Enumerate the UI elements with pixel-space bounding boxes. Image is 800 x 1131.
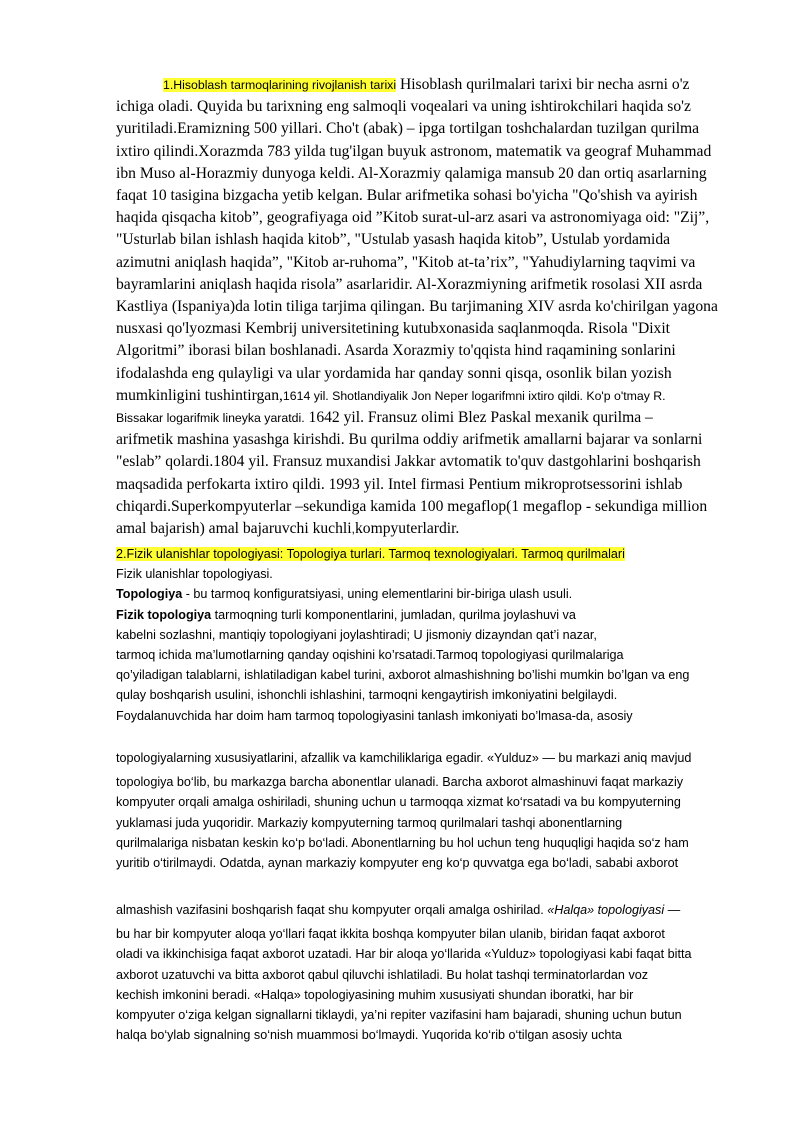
halqa-paragraph: [116, 900, 742, 1045]
text-run: ,: [351, 522, 355, 537]
paragraph-text-line: axborot uzatuvchi va bitta axborot qabul qiluvchi ishlatiladi. Bu holat tashqi terminatorlardan voz: [116, 967, 649, 982]
text-run: 1642 yil. Fransuz olimi Blez Paskal mexanik qurilma –: [304, 409, 653, 427]
text-run: —: [664, 903, 681, 917]
text-run: tarmoqning turli komponentlarini, jumladan, qurilma joylashuvi va: [211, 607, 576, 622]
section-2-heading: 2.Fizik ulanishlar topologiyasi: Topologiya turlari. Tarmoq texnologiyalari. Tarmoq qurilmalari: [116, 547, 625, 561]
paragraph-text-line: kabelni sozlashni, mantiqiy topologiyani joylashtiradi; U jismoniy dizayndan qat’i nazar,: [116, 627, 597, 642]
paragraph-text-line: Kastliya (Ispaniya)da lotin tiliga tarjima qilingan. Bu tarjimaning XIV asrda ko'chirilgan yagona: [116, 298, 718, 316]
paragraph-text-line: qulay boshqarish usulini, ishonchli ishlashini, tarmoqni kengaytirish imkoniyatini belgilaydi.: [116, 688, 618, 703]
text-run: - bu tarmoq konfiguratsiyasi, uning elementlarini bir-biriga ulash usuli.: [182, 587, 573, 602]
text-run: 1614 yil. Shotlandiyalik Jon Neper logarifmni ixtiro qildi. Ko'p o'tmay R.: [282, 388, 666, 403]
text-run: kompyuterlardir.: [354, 520, 460, 538]
paragraph-mixed-line: [116, 518, 742, 540]
paragraph-text-line: azimutni aniqlash haqida”, "Kitob ar-ruhoma”, "Kitob at-ta’rix”, "Yahudiylarning taqvimi va: [116, 253, 696, 271]
paragraph-text-line: oladi va ikkinchisiga faqat axborot uzatadi. Har bir aloqa yo‘llarida «Yulduz» topologiyasi kabi faqat bitta: [116, 947, 692, 962]
paragraph-text-line: topologiyalarning xususiyatlarini, afzallik va kamchiliklariga egadir. «Yulduz» — bu markazi aniq mavjud: [116, 751, 692, 765]
text-run: Bissakar logarifmik lineyka yaratdi.: [116, 411, 305, 426]
paragraph-text-line: Hisoblash qurilmalari tarixi bir necha asrni o'z: [396, 76, 690, 93]
paragraph-text-line: yuritib o‘tirilmaydi. Odatda, aynan markaziy kompyuter eng ko‘p quvvatga ega bo‘ladi, sababi axborot: [116, 856, 679, 871]
definition-line: [116, 605, 742, 625]
paragraph-text-line: ifodalashda eng qulayligi va ular yordamida har qanday sonni qisqa, osonlik bilan yozish: [116, 364, 672, 382]
section-2-subheading: Fizik ulanishlar topologiyasi.: [116, 567, 273, 582]
paragraph-text-line: ixtiro qilindi.Xorazmda 783 yilda tug'ilgan buyuk astronom, matematik va geograf Muhammad: [116, 142, 712, 160]
paragraph-text-line: ichiga oladi. Quyida bu tarixning eng salmoqli voqealari va uning ishtirokchilari haqida so'z: [116, 98, 691, 116]
paragraph-text-line: yuklamasi juda yuqoridir. Markaziy kompyuterning tarmoq qurilmalari tashqi abonentlarning: [116, 815, 623, 830]
paragraph-text-line: halqa bo‘ylab signalning so‘nish muammosi bo‘lmaydi. Yuqorida ko‘rib o‘tilgan asosiy uchta: [116, 1028, 622, 1043]
paragraph-mixed-line: [116, 385, 742, 407]
text-run: almashish vazifasini boshqarish faqat shu kompyuter orqali amalga oshirilad.: [116, 903, 548, 917]
section-1-heading: 1.Hisoblash tarmoqlarining rivojlanish tarixi: [163, 78, 397, 92]
halqa-term: «Halqa» topologiyasi: [547, 903, 665, 917]
text-run: mumkinligini tushintirgan,: [116, 386, 283, 404]
paragraph-text-line: Foydalanuvchida har doim ham tarmoq topologiyasini tanlash imkoniyati bo’lmasa-da, asosiy: [116, 708, 633, 723]
paragraph-text-line: nusxasi qo'lyozmasi Kembrij universitetining kutubxonasida saqlanmoqda. Risola "Dixit: [116, 320, 671, 338]
paragraph-text-line: qurilmalariga nisbatan keskin ko‘p bo‘ladi. Abonentlarning bu hol uchun teng huquqligi haqida so‘z ham: [116, 835, 689, 850]
yulduz-paragraph: [116, 748, 742, 873]
paragraph-text-line: yuritiladi.Eramizning 500 yillari. Cho't (abak) – ipga tortilgan toshchalardan tuzilgan qurilma: [116, 120, 700, 138]
paragraph-text-line: kompyuter o‘ziga kelgan signallarni tiklaydi, ya’ni repiter vazifasini ham bajaradi, shuning uchun butun: [116, 1008, 682, 1023]
section-1-first-line: [116, 74, 742, 96]
paragraph-text-line: bu har bir kompyuter aloqa yo‘llari faqat ikkita boshqa kompyuter bilan ulanib, biridan faqat axborot: [116, 927, 665, 942]
paragraph-text-line: bayramlarini aniqlash haqida risola” asarlaridir. Al-Xorazmiyning arifmetik rosolasi XII asrda: [116, 275, 703, 293]
section-2-paragraph: [116, 544, 742, 726]
paragraph-text-line: chiqardi.Superkompyuterlar –sekundiga kamida 100 megaflop(1 megaflop - sekundiga million: [116, 497, 708, 515]
definition-line: [116, 584, 742, 604]
paragraph-text-line: Algoritmi” iborasi bilan boshlanadi. Asarda Xorazmiy to'qqista hind raqamining sonlarini: [116, 342, 676, 360]
section-1-paragraph: [116, 74, 742, 540]
paragraph-text-line: kechish imkonini beradi. «Halqa» topologiyasining muhim xususiyati shundan iboratki, har bir: [116, 987, 634, 1002]
paragraph-text-line: kompyuter orqali amalga oshiriladi, shuning uchun u tarmoqqa xizmat ko‘rsatadi va bu kompyuterning: [116, 795, 681, 810]
paragraph-text-line: arifmetik mashina yasashga kirishdi. Bu qurilma oddiy arifmetik amallarni bajarar va sonlarni: [116, 431, 703, 449]
paragraph-text-line: haqida qisqacha kitob”, geografiyaga oid ”Kitob surat-ul-arz asari va astronomiyaga oid: "Zij”,: [116, 209, 710, 227]
section-2-heading-line: [116, 544, 742, 564]
paragraph-text-line: faqat 10 tasigina bizgacha yetib kelgan. Bular arifmetika sohasi bo'yicha "Qo'shish va ayirish: [116, 187, 698, 205]
paragraph-text-line: ibn Muso al-Horazmiy dunyoga keldi. Al-Xorazmiy qalamiga mansub 20 dan ortiq asarlarning: [116, 164, 707, 182]
paragraph-text-line: "eslab” qolardi.1804 yil. Fransuz muxandisi Jakkar avtomatik to'quv dastgohlarini boshqarish: [116, 453, 701, 471]
paragraph-text-line: tarmoq ichida ma’lumotlarning qanday oqishini ko’rsatadi.Tarmoq topologiyasi qurilmalariga: [116, 648, 624, 663]
fizik-topologiya-term: Fizik topologiya: [116, 607, 212, 622]
paragraph-mixed-line: [116, 900, 742, 920]
paragraph-text-line: qo’yiladigan talablarni, ishlatiladigan kabel turini, axborot almashishning bo’lishi mumkin bo’lgan va eng: [116, 668, 690, 683]
topologiya-term: Topologiya: [116, 587, 183, 602]
paragraph-mixed-line: [116, 407, 742, 429]
paragraph-text-line: topologiya bo‘lib, bu markazga barcha abonentlar ulanadi. Barcha axborot almashinuvi faqat markaziy: [116, 775, 684, 790]
paragraph-text-line: maqsadida perfokarta ixtiro qildi. 1993 yil. Intel firmasi Pentium mikroprotsessorini ishlab: [116, 475, 683, 493]
paragraph-text-line: "Usturlab bilan ishlash haqida kitob”, "Ustulab yasash haqida kitob”, Ustulab yordamida: [116, 231, 671, 249]
text-run: amal bajarish) amal bajaruvchi kuchli: [116, 520, 352, 538]
